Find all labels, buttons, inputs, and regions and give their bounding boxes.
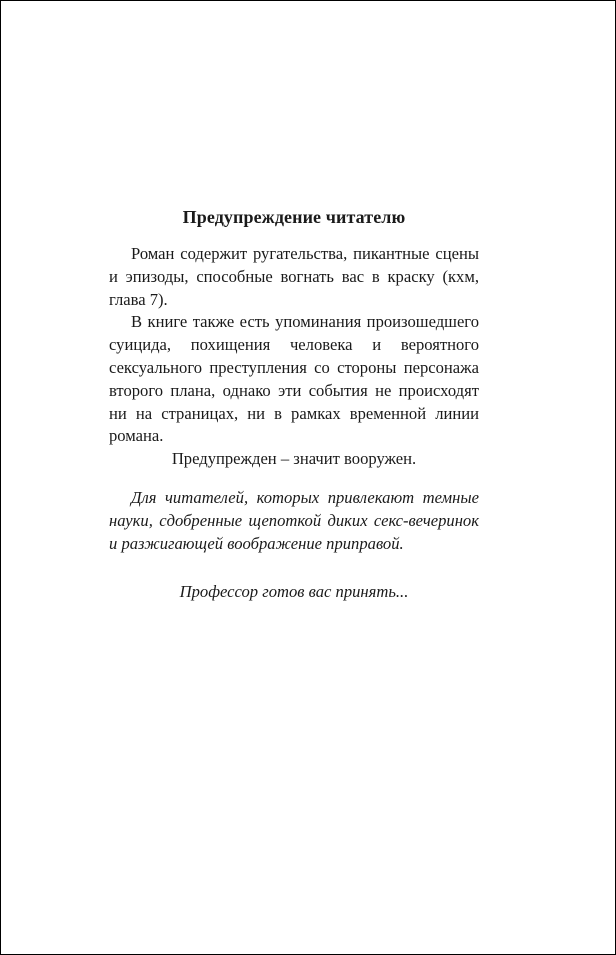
warning-paragraph-content: Роман содержит ругательства, пикантные сцены и эпизоды, способные вогнать вас в краску (кхм, глава 7). [109, 244, 479, 309]
warning-body [109, 243, 479, 471]
dedication-signoff: Профессор готов вас принять... [179, 582, 409, 602]
page-content [109, 205, 479, 604]
warning-paragraph-triggers: В книге также есть упоминания произошедшего суицида, похищения человека и вероятного сексуального преступления со стороны персонажа второго плана, однако эти события не происходят ни на страницах, ни в рамках временной линии романа. [109, 312, 479, 446]
dedication-block [109, 487, 479, 604]
page-title: Предупреждение читателю [182, 207, 406, 227]
warning-motto: Предупрежден – значит вооружен. [171, 449, 417, 469]
dedication-text: Для читателей, которых привлекают темные науки, сдобренные щепоткой диких секс-вечеринок и разжигающей воображение приправой. [109, 487, 479, 553]
